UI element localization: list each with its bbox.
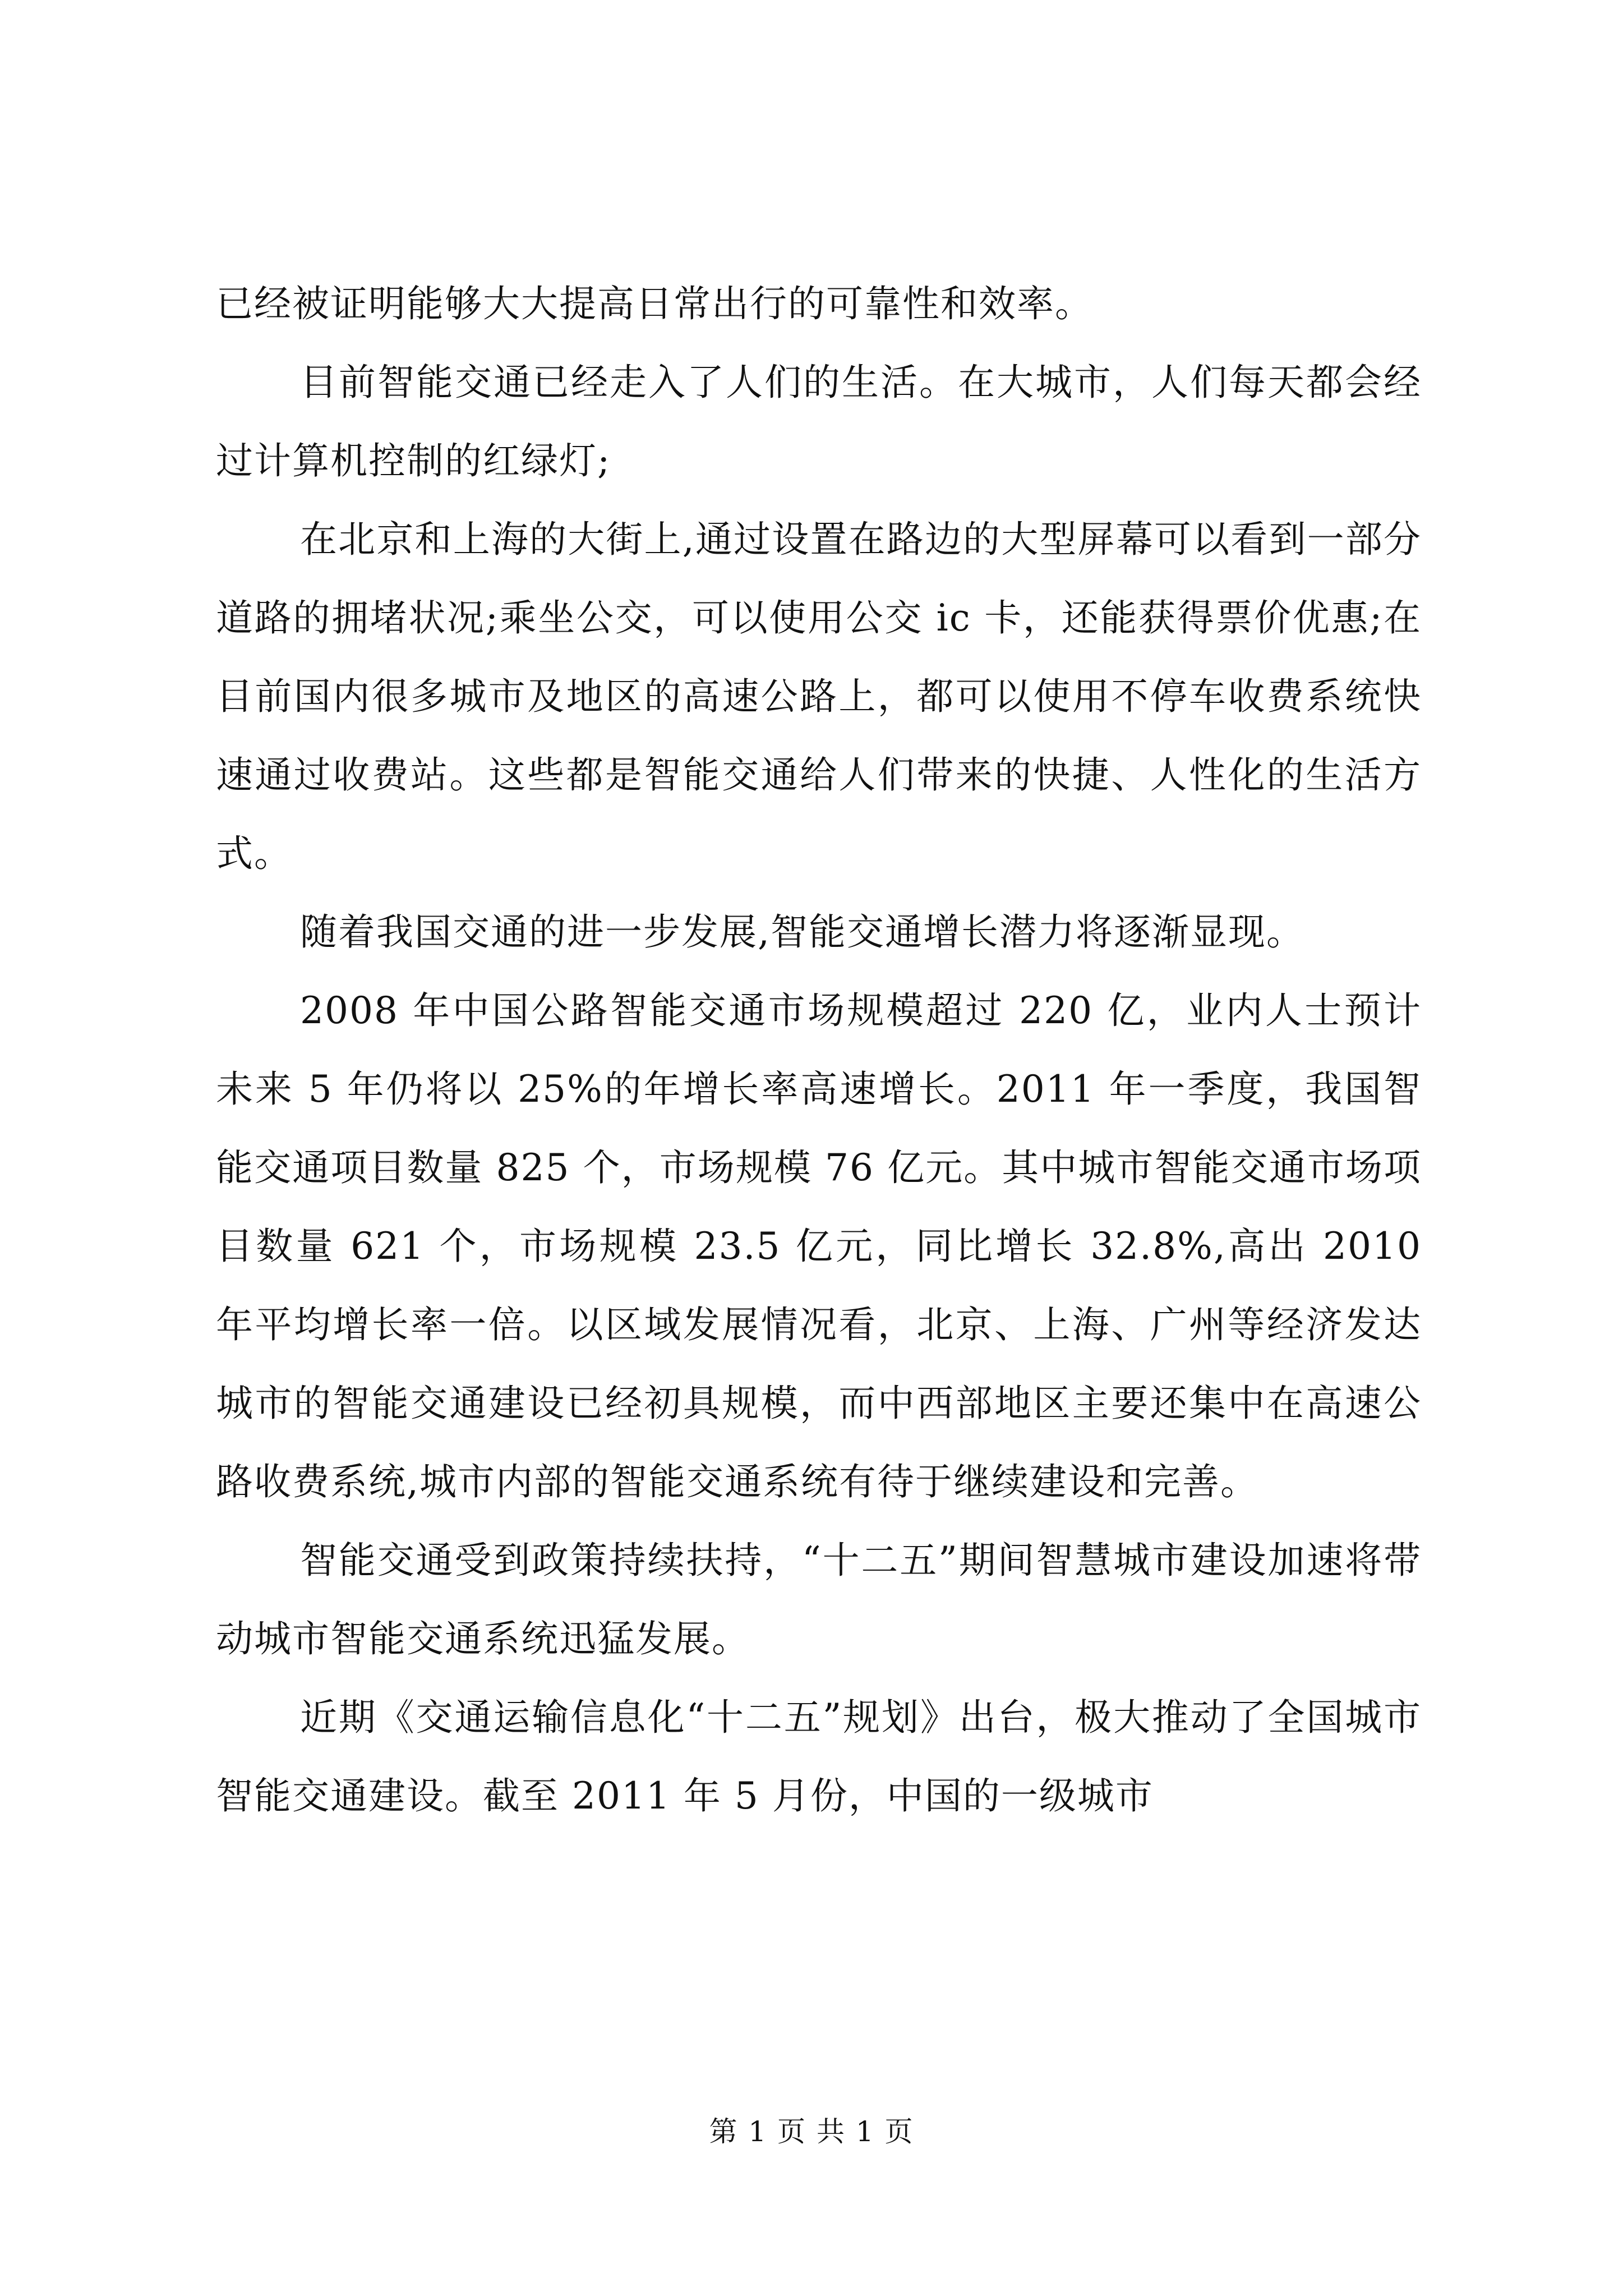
paragraph: 已经被证明能够大大提高日常出行的可靠性和效率。	[216, 282, 1093, 325]
paragraph: 近期《交通运输信息化“十二五”规划》出台，极大推动了全国城市智能交通建设。截至 2011 年 5 月份，中国的一级城市	[216, 1696, 1422, 1818]
paragraph: 智能交通受到政策持续扶持，“十二五”期间智慧城市建设加速将带动城市智能交通系统迅猛发展。	[216, 1539, 1422, 1660]
page-footer: 第 1 页 共 1 页	[709, 2115, 914, 2148]
document-body	[216, 265, 1422, 1835]
paragraph: 随着我国交通的进一步发展,智能交通增长潜力将逐渐显现。	[300, 910, 1304, 954]
paragraph: 目前智能交通已经走入了人们的生活。在大城市，人们每天都会经过计算机控制的红绿灯;	[216, 361, 1422, 482]
paragraph: 2008 年中国公路智能交通市场规模超过 220 亿，业内人士预计未来 5 年仍将以 25%的年增长率高速增长。2011 年一季度，我国智能交通项目数量 825 个，市场规模 76 亿元。其中城市智能交通市场项目数量 621 个，市场规模 23.5 亿元，同比增长 32.8%,高出 2010 年平均增长率一倍。以区域发展情况看，北京、上海、广州等经济发达城市的智能交通建设已经初具规模，而中西部地区主要还集中在高速公路收费系统,城市内部的智能交通系统有待于继续建设和完善。	[216, 989, 1422, 1503]
paragraph: 在北京和上海的大街上,通过设置在路边的大型屏幕可以看到一部分道路的拥堵状况;乘坐公交，可以使用公交 ic 卡，还能获得票价优惠;在目前国内很多城市及地区的高速公路上，都可以使用不停车收费系统快速通过收费站。这些都是智能交通给人们带来的快捷、人性化的生活方式。	[216, 518, 1422, 875]
